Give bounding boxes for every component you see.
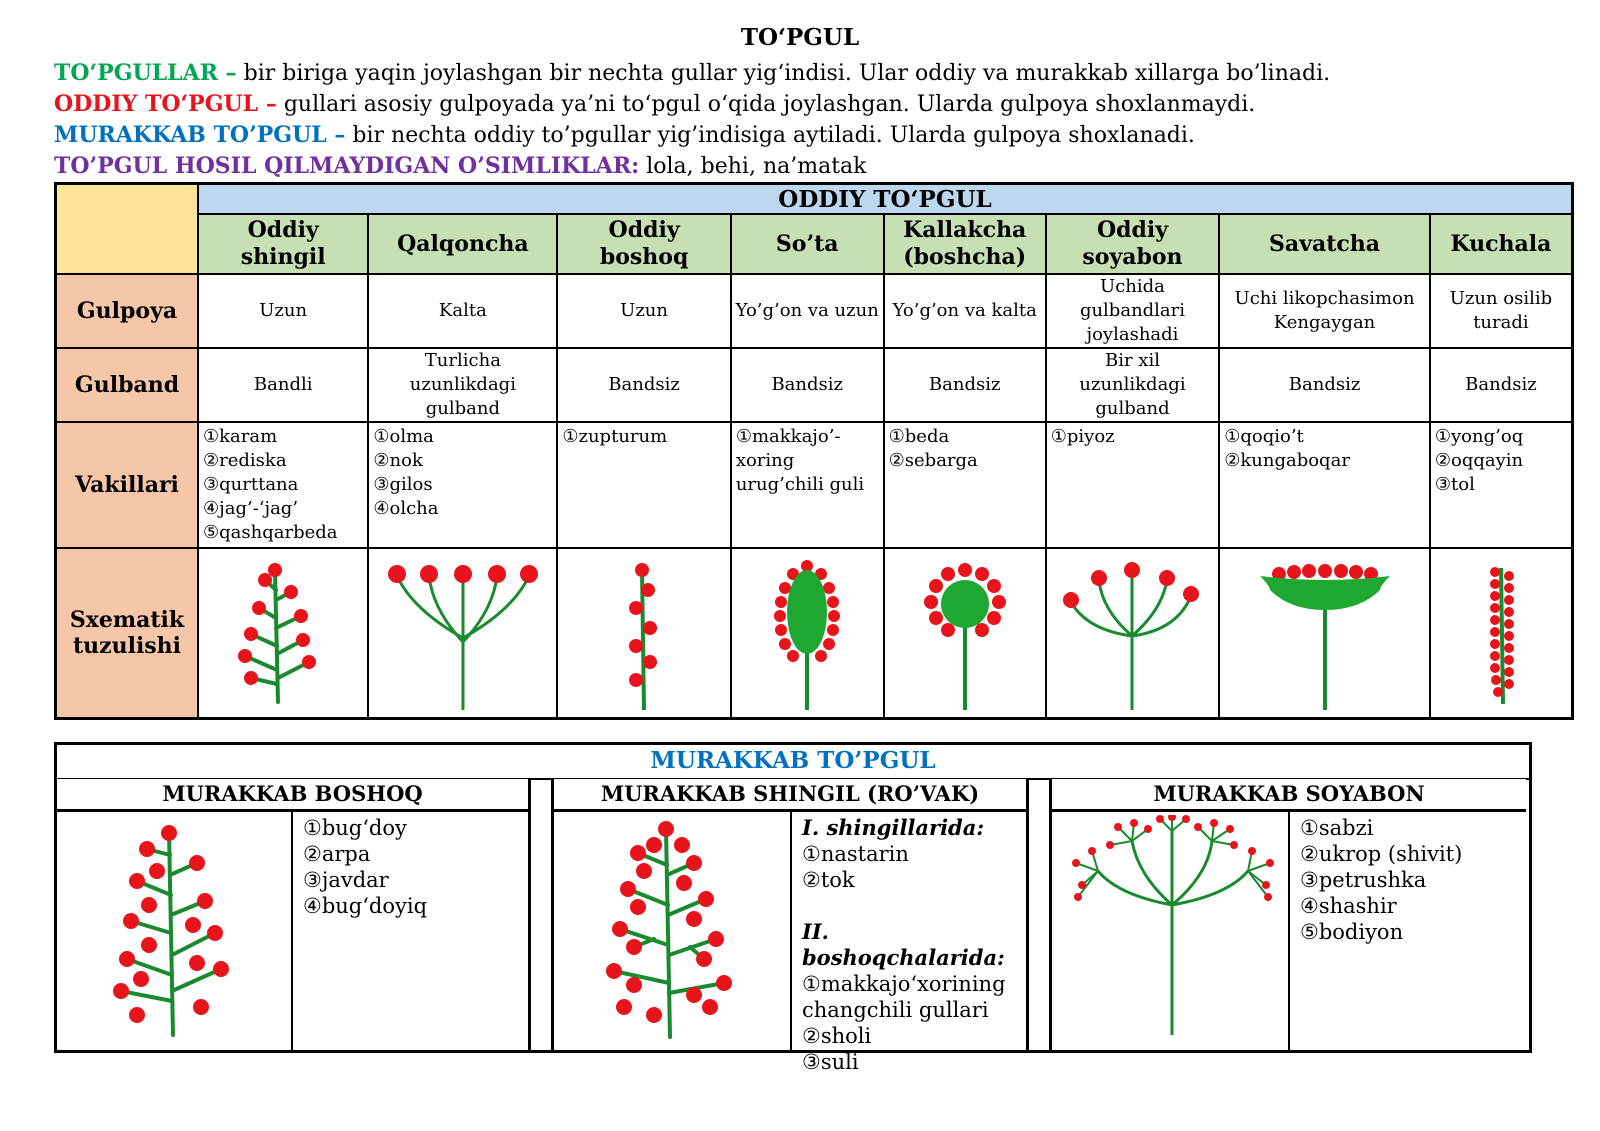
gulpoya-cell: Uzun osilib turadi xyxy=(1430,274,1573,348)
list-item: ①bug‘doy xyxy=(303,816,407,840)
gulpoya-cell: Uzun xyxy=(198,274,368,348)
vakillari-cell xyxy=(1430,422,1573,548)
definition-murakkab xyxy=(54,120,1574,151)
vakillari-cell xyxy=(1219,422,1430,548)
column-header: Oddiy shingil xyxy=(198,214,368,274)
vakillari-cell xyxy=(368,422,557,548)
column-header: So’ta xyxy=(731,214,884,274)
vakillari-cell xyxy=(884,422,1046,548)
row-header-sxematik: Sxematik tuzulishi xyxy=(56,548,199,719)
diagram-cell xyxy=(1046,548,1219,719)
complex-inflorescence-section xyxy=(54,742,1532,1074)
list-item: ②arpa xyxy=(303,842,371,866)
list-item: ③gilos xyxy=(373,474,433,495)
gulband-cell: Bandsiz xyxy=(1430,348,1573,422)
vakillari-cell xyxy=(731,422,884,548)
list-item: ①yong’oq xyxy=(1434,426,1524,447)
boshoq-list xyxy=(303,815,427,919)
list-item: ③javdar xyxy=(303,868,389,892)
list-item: ②nok xyxy=(373,450,423,471)
gulpoya-cell: Yo’g’on va kalta xyxy=(884,274,1046,348)
column-header: Savatcha xyxy=(1219,214,1430,274)
list-item: ⑤bodiyon xyxy=(1300,920,1404,944)
diagram-cell xyxy=(1430,548,1573,719)
gulpoya-cell: Yo’g’on va uzun xyxy=(731,274,884,348)
diagram-cell xyxy=(1219,548,1430,719)
column-header: Oddiy boshoq xyxy=(557,214,730,274)
gulband-cell: Bir xil uzunlikdagi gulband xyxy=(1046,348,1219,422)
list-item: ①makkajo’- xyxy=(735,426,841,447)
qalqoncha-diagram xyxy=(383,550,543,716)
list-item: ④jag’-‘jag’ xyxy=(203,498,299,519)
def-term: MURAKKAB TO’PGUL – xyxy=(54,122,346,148)
list-item: ②ukrop (shivit) xyxy=(1300,842,1463,866)
list-item: ①karam xyxy=(203,426,278,447)
list-item: ①nastarin xyxy=(802,842,909,866)
column-header: Kuchala xyxy=(1430,214,1573,274)
list-item: ②oqqayin xyxy=(1434,450,1524,471)
column-header: Oddiy soyabon xyxy=(1046,214,1219,274)
gulband-cell: Bandsiz xyxy=(1219,348,1430,422)
list-item: ③tol xyxy=(1434,474,1475,495)
spacer xyxy=(802,893,1026,919)
complex-title: MURAKKAB TO’PGUL xyxy=(650,747,936,774)
list-item: ②sholi xyxy=(802,1024,872,1048)
definitions xyxy=(54,58,1574,182)
gulpoya-cell: Uchi likopchasimon Kengaygan xyxy=(1219,274,1430,348)
def-term: TO’PGUL HOSIL QILMAYDIGAN O’SIMLIKLAR: xyxy=(54,153,640,179)
list-item: ①olma xyxy=(373,426,434,447)
list-subtitle: II. boshoqchalarida: xyxy=(802,919,1005,970)
divider xyxy=(1288,812,1290,1050)
list-item: urug’chili guli xyxy=(735,474,865,495)
list-item: ④bug‘doyiq xyxy=(303,894,428,918)
kuchala-diagram xyxy=(1471,550,1531,716)
list-item: ①makkajo‘xorining xyxy=(802,972,1006,996)
oddiy-shingil-diagram xyxy=(223,550,343,716)
diagram-cell xyxy=(198,548,368,719)
def-term: TO‘PGULLAR – xyxy=(54,60,237,86)
vakillari-cell xyxy=(198,422,368,548)
list-item: changchili gullari xyxy=(802,998,989,1022)
murakkab-boshoq-diagram xyxy=(97,815,237,1045)
murakkab-boshoq-box xyxy=(57,779,531,1050)
row-header-gulpoya: Gulpoya xyxy=(56,274,199,348)
table-corner xyxy=(56,184,199,275)
oddiy-soyabon-diagram xyxy=(1057,550,1207,716)
gulband-cell: Bandsiz xyxy=(884,348,1046,422)
column-header: Qalqoncha xyxy=(368,214,557,274)
list-item: ②kungaboqar xyxy=(1224,450,1350,471)
list-item: ③suli xyxy=(802,1050,859,1074)
list-item: ①qoqio’t xyxy=(1224,426,1304,447)
row-header-vakillari: Vakillari xyxy=(56,422,199,548)
sota-diagram xyxy=(767,550,847,716)
definition-topgullar xyxy=(54,58,1574,89)
gulband-cell: Bandsiz xyxy=(731,348,884,422)
list-item: ②rediska xyxy=(203,450,287,471)
def-text: lola, behi, na’matak xyxy=(639,154,867,179)
gulband-cell: Turlicha uzunlikdagi gulband xyxy=(368,348,557,422)
vakillari-cell xyxy=(557,422,730,548)
murakkab-shingil-diagram xyxy=(594,815,744,1045)
gulpoya-cell: Kalta xyxy=(368,274,557,348)
gulband-cell: Bandli xyxy=(198,348,368,422)
gulband-cell: Bandsiz xyxy=(557,348,730,422)
murakkab-shingil-box xyxy=(551,779,1029,1074)
divider xyxy=(790,812,792,1050)
row-header-gulband: Gulband xyxy=(56,348,199,422)
shingil-list xyxy=(802,815,1026,1075)
list-item: ①piyoz xyxy=(1050,426,1115,447)
def-term: ODDIY TO‘PGUL – xyxy=(54,91,277,117)
murakkab-soyabon-diagram xyxy=(1068,815,1278,1045)
simple-inflorescence-table xyxy=(54,182,1574,720)
divider xyxy=(291,812,293,1050)
list-item: ①beda xyxy=(888,426,950,447)
kallakcha-diagram xyxy=(915,550,1015,716)
def-text: bir nechta oddiy to’pgullar yig’indisiga aytiladi. Ularda gulpoya shoxlanadi. xyxy=(345,123,1195,148)
box-title: MURAKKAB BOSHOQ xyxy=(57,779,528,812)
group-title: ODDIY TO‘PGUL xyxy=(198,184,1573,215)
soyabon-list xyxy=(1300,815,1462,945)
box-title: MURAKKAB SHINGIL (RO’VAK) xyxy=(554,779,1026,812)
vakillari-cell xyxy=(1046,422,1219,548)
list-item: ①sabzi xyxy=(1300,816,1374,840)
list-item: xoring xyxy=(735,450,795,471)
diagram-cell xyxy=(884,548,1046,719)
diagram-cell xyxy=(368,548,557,719)
list-item: ②sebarga xyxy=(888,450,978,471)
list-item: ②tok xyxy=(802,868,855,892)
def-text: gullari asosiy gulpoyada ya’ni to‘pgul o‘qida joylashgan. Ularda gulpoya shoxlanmaydi. xyxy=(276,92,1256,117)
list-item: ③qurttana xyxy=(203,474,299,495)
murakkab-soyabon-box xyxy=(1049,779,1526,1050)
definition-nontopgul xyxy=(54,151,1574,182)
oddiy-boshoq-diagram xyxy=(614,550,674,716)
diagram-cell xyxy=(731,548,884,719)
savatcha-diagram xyxy=(1250,550,1400,716)
list-item: ③petrushka xyxy=(1300,868,1427,892)
gulpoya-cell: Uzun xyxy=(557,274,730,348)
list-item: ⑤qashqarbeda xyxy=(203,522,338,543)
list-item: ①zupturum xyxy=(562,426,668,447)
def-text: bir biriga yaqin joylashgan bir nechta gullar yig‘indisi. Ular oddiy va murakkab xillarga bo’linadi. xyxy=(236,61,1331,86)
column-header: Kallakcha (boshcha) xyxy=(884,214,1046,274)
gulpoya-cell: Uchida gulbandlari joylashadi xyxy=(1046,274,1219,348)
page-title: TO‘PGUL xyxy=(740,24,860,51)
box-title: MURAKKAB SOYABON xyxy=(1052,779,1526,812)
list-subtitle: I. shingillarida: xyxy=(802,815,985,840)
diagram-cell xyxy=(557,548,730,719)
list-item: ④olcha xyxy=(373,498,439,519)
list-item: ④shashir xyxy=(1300,894,1397,918)
definition-oddiy xyxy=(54,89,1574,120)
